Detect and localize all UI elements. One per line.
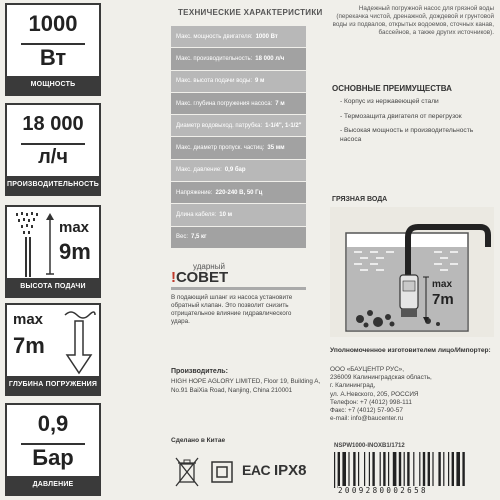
list-item: - Высокая мощность и производительность насоса [340,127,474,143]
dirty-value: 7m [432,291,454,308]
eac-mark: EAC [242,462,271,478]
spec-row: Макс. производительность: 18 000 л/ч [171,48,306,70]
depth-value: 7m [13,333,45,358]
spec-row: Макс. глубина погружения насоса: 7 м [171,93,306,115]
power-caption: МОЩНОСТЬ [7,76,99,94]
tip-text: В подающий шланг из насоса установите обратный клапан. Это позволит снизить отрицательное влияние гидравлического удара. [171,294,293,325]
weee-bin-icon [174,456,200,488]
specs-table [171,26,306,249]
capacity-badge [5,103,101,196]
dirty-max: max [432,279,453,290]
capacity-caption: ПРОИЗВОДИТЕЛЬНОСТЬ [7,176,99,194]
product-description: Надежный погружной насос для грязной воды (перекачка чистой, дренажной, дождевой и грунтовой воды из подвалов, открытых водоемов, сточных канав, бассейнов, а также других источников). [332,5,494,36]
depth-badge [5,303,101,396]
importer-text: ООО «БАУЦЕНТР РУС», 236009 Калининградская область, г. Калининград, ул. А.Невского, 205, РОССИЯ Телефон: +7 (4012) 998-111 Факс: +7 (4012) 57-90-57 e-mail: info@baucenter.ru [330,366,432,423]
depth-max: max [13,311,44,328]
made-in: Сделано в Китае [171,437,226,444]
advantages-list [340,98,494,150]
barcode-number: 2009280002658 [338,486,488,495]
specs-title: ТЕХНИЧЕСКИЕ ХАРАКТЕРИСТИКИ [178,8,323,17]
dirty-water-title: ГРЯЗНАЯ ВОДА [332,196,388,203]
spec-row: Макс. давление: 0,9 бар [171,160,306,182]
spec-row: Макс. высота подачи воды: 9 м [171,71,306,93]
pressure-badge [5,403,101,496]
capacity-unit: л/ч [38,146,68,168]
model-code: NSPW1000-INOXB1/1712 [334,443,405,449]
list-item: - Корпус из нержавеющей стали [340,98,439,105]
importer-label: Уполномоченное изготовителем лицо/Импортер: [330,347,491,354]
head-caption: ВЫСОТА ПОДАЧИ [7,278,99,296]
arrow-down-icon [63,307,97,377]
spec-row: Вес: 7,5 кг [171,227,306,249]
spec-row: Диаметр водовыход. патрубка: 1-1/4", 1-1/2" [171,115,306,137]
depth-caption: ГЛУБИНА ПОГРУЖЕНИЯ [7,376,99,394]
spec-row: Макс. мощность двигателя: 1000 Вт [171,26,306,48]
power-badge [5,3,101,96]
head-max: max [59,219,90,236]
tip-block [171,262,306,326]
class-two-insulation-icon [210,460,234,484]
ipx8-mark: IPX8 [274,462,307,479]
advantages-title: ОСНОВНЫЕ ПРЕИМУЩЕСТВА [332,84,452,93]
arrow-up-icon [45,212,55,276]
tip-title [171,269,306,286]
pump-in-tank-icon [330,207,494,337]
tip-word: СОВЕТ [176,269,229,286]
spec-row: Напряжение: 220-240 В, 50 Гц [171,182,306,204]
divider [21,43,85,45]
spec-row: Макс. диаметр пропуск. частиц: 35 мм [171,137,306,159]
pressure-caption: ДАВЛЕНИЕ [7,476,99,494]
list-item: - Термозащита двигателя от перегрузок [340,112,462,120]
dirty-water-illustration [330,207,494,337]
manufacturer-label: Производитель: [171,368,228,375]
head-badge [5,205,101,298]
power-value: 1000 [28,11,78,36]
manufacturer-text: HIGH HOPE AGLORY LIMITED, Floor 19, Building A, No.91 BaiXia Road, Nanjing, China 210001 [171,378,321,394]
divider [21,143,85,145]
pressure-value: 0,9 [37,411,69,436]
head-value: 9m [59,239,91,264]
tip-kicker: ударный [193,262,225,271]
tip-excl: ! [171,269,176,286]
tip-divider [171,287,306,290]
capacity-value: 18 000 [22,113,84,135]
divider [21,443,85,445]
certification-icons [172,454,322,494]
spec-row: Длина кабеля: 10 м [171,204,306,226]
power-unit: Вт [39,45,67,70]
pressure-unit: Бар [32,445,74,470]
